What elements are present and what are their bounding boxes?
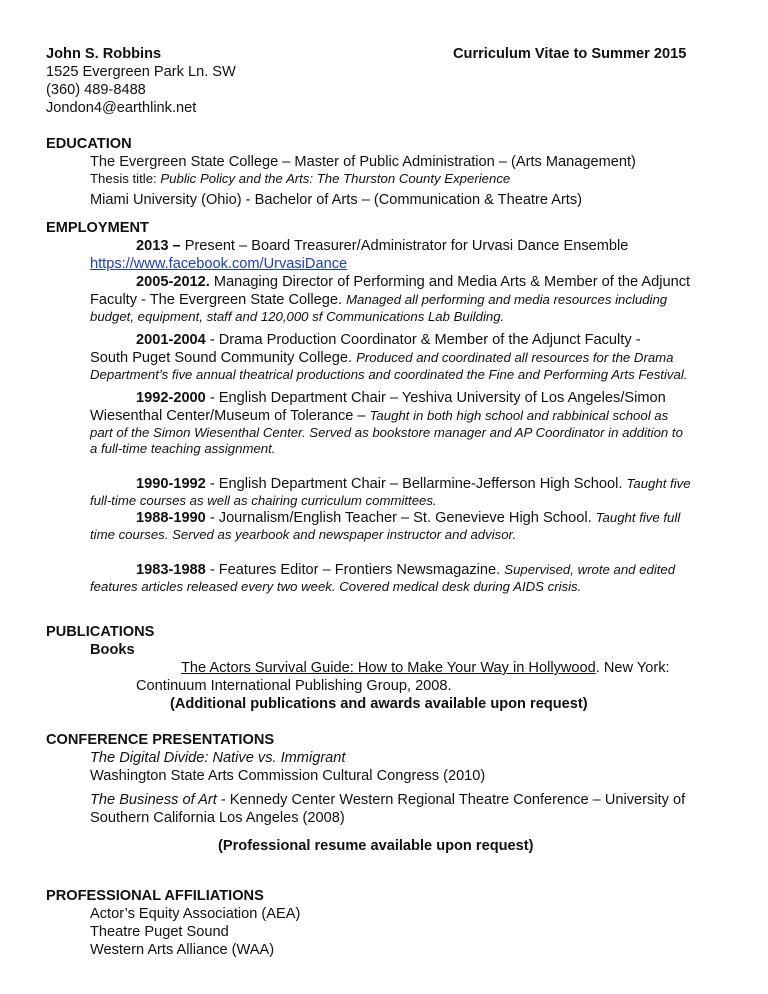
employment-years: 1990-1992 <box>136 476 206 492</box>
book-title: The Actors Survival Guide: How to Make Your Way in Hollywood <box>181 660 596 676</box>
affiliations-heading: PROFESSIONAL AFFILIATIONS <box>46 888 264 904</box>
education-heading: EDUCATION <box>46 136 132 152</box>
conferences-heading: CONFERENCE PRESENTATIONS <box>46 732 275 748</box>
employment-description: Taught five <box>626 476 691 491</box>
employment-title: Present – Board Treasurer/Administrator for Urvasi Dance Ensemble <box>180 238 629 254</box>
employment-title: - English Department Chair – Yeshiva University of Los Angeles/Simon <box>205 390 666 406</box>
employment-description-cont: budget, equipment, staff and 120,000 sf Communications Lab Building. <box>90 309 505 324</box>
employment-entry-2001 <box>46 331 726 349</box>
conference-venue-cont: Southern California Los Angeles (2008) <box>90 810 345 826</box>
thesis-title: Public Policy and the Arts: The Thurston County Experience <box>160 171 511 186</box>
employment-description-cont: Department’s five annual theatrical productions and coordinated the Fine and Performing Arts Festival. <box>90 367 688 382</box>
cv-document <box>46 45 726 959</box>
header-row <box>46 45 726 63</box>
conference-venue: - Kennedy Center Western Regional Theatre Conference – University of <box>216 792 686 808</box>
employment-description: Taught in both high school and rabbinical school as <box>369 408 669 423</box>
employment-entry-2005 <box>46 273 726 291</box>
publications-note: (Additional publications and awards available upon request) <box>170 696 588 712</box>
conference-venue: Washington State Arts Commission Cultural Congress (2010) <box>90 768 486 784</box>
employment-heading: EMPLOYMENT <box>46 220 149 236</box>
employment-title: - Features Editor – Frontiers Newsmagazine. <box>205 562 505 578</box>
phone: (360) 489-8488 <box>46 82 146 98</box>
publications-books-subheading: Books <box>90 642 135 658</box>
employment-description-cont: a full-time teaching assignment. <box>90 441 276 456</box>
employment-title: Managing Director of Performing and Media Arts & Member of the Adjunct <box>209 274 691 290</box>
email: Jondon4@earthlink.net <box>46 100 197 116</box>
employment-description: Managed all performing and media resources including <box>346 292 668 307</box>
book-publisher-city: . New York: <box>595 660 670 676</box>
employment-years: 1983-1988 <box>136 562 206 578</box>
cv-title: Curriculum Vitae to Summer 2015 <box>453 46 687 62</box>
employment-years: 1992-2000 <box>136 390 206 406</box>
thesis-label: Thesis title: <box>90 171 161 186</box>
employment-entry-2013 <box>46 237 726 255</box>
employment-description-cont: part of the Simon Wiesenthal Center. Served as bookstore manager and AP Coordinator in addition to <box>90 425 683 440</box>
employment-entry-1990 <box>46 475 726 493</box>
education-degree-masters: The Evergreen State College – Master of Public Administration – (Arts Management) <box>90 154 636 170</box>
employment-title-cont: South Puget Sound Community College. <box>90 350 357 366</box>
conferences-note: (Professional resume available upon request) <box>218 838 534 854</box>
education-thesis <box>46 171 726 187</box>
employment-years: 2005-2012. <box>136 274 210 290</box>
employment-years: 2013 – <box>136 238 181 254</box>
employment-title: - Journalism/English Teacher – St. Genevieve High School. <box>205 510 596 526</box>
employment-entry-1983 <box>46 561 726 579</box>
affiliation-item: Western Arts Alliance (WAA) <box>90 942 275 958</box>
employment-description: Taught five full <box>595 510 681 525</box>
author-name: John S. Robbins <box>46 46 162 62</box>
employment-title-cont: Faculty - The Evergreen State College. <box>90 292 347 308</box>
address: 1525 Evergreen Park Ln. SW <box>46 64 236 80</box>
employment-years: 1988-1990 <box>136 510 206 526</box>
employment-description: Supervised, wrote and edited <box>504 562 676 577</box>
employment-entry-1988 <box>46 509 726 527</box>
affiliation-item: Theatre Puget Sound <box>90 924 229 940</box>
book-publisher: Continuum International Publishing Group, 2008. <box>136 678 452 694</box>
conference-title: The Business of Art <box>90 792 217 808</box>
employment-years: 2001-2004 <box>136 332 206 348</box>
conference-title: The Digital Divide: Native vs. Immigrant <box>90 750 346 766</box>
publication-book <box>46 659 726 677</box>
affiliation-item: Actor’s Equity Association (AEA) <box>90 906 301 922</box>
employment-description: Produced and coordinated all resources for the Drama <box>356 350 674 365</box>
employment-title: - English Department Chair – Bellarmine-Jefferson High School. <box>205 476 627 492</box>
employment-description-cont: time courses. Served as yearbook and newspaper instructor and advisor. <box>90 527 517 542</box>
employment-title: - Drama Production Coordinator & Member of the Adjunct Faculty - <box>205 332 641 348</box>
conference-entry-business-of-art <box>46 791 726 809</box>
employment-title-cont: Wiesenthal Center/Museum of Tolerance – <box>90 408 370 424</box>
employment-entry-1992 <box>46 389 726 407</box>
publications-heading: PUBLICATIONS <box>46 624 155 640</box>
employment-description-cont: features articles released every two week. Covered medical desk during AIDS crisis. <box>90 579 582 594</box>
urvasi-dance-link[interactable]: https://www.facebook.com/UrvasiDance <box>90 256 348 272</box>
employment-description-cont: full-time courses as well as chairing curriculum committees. <box>90 493 437 508</box>
education-degree-bachelors: Miami University (Ohio) - Bachelor of Arts – (Communication & Theatre Arts) <box>90 192 583 208</box>
